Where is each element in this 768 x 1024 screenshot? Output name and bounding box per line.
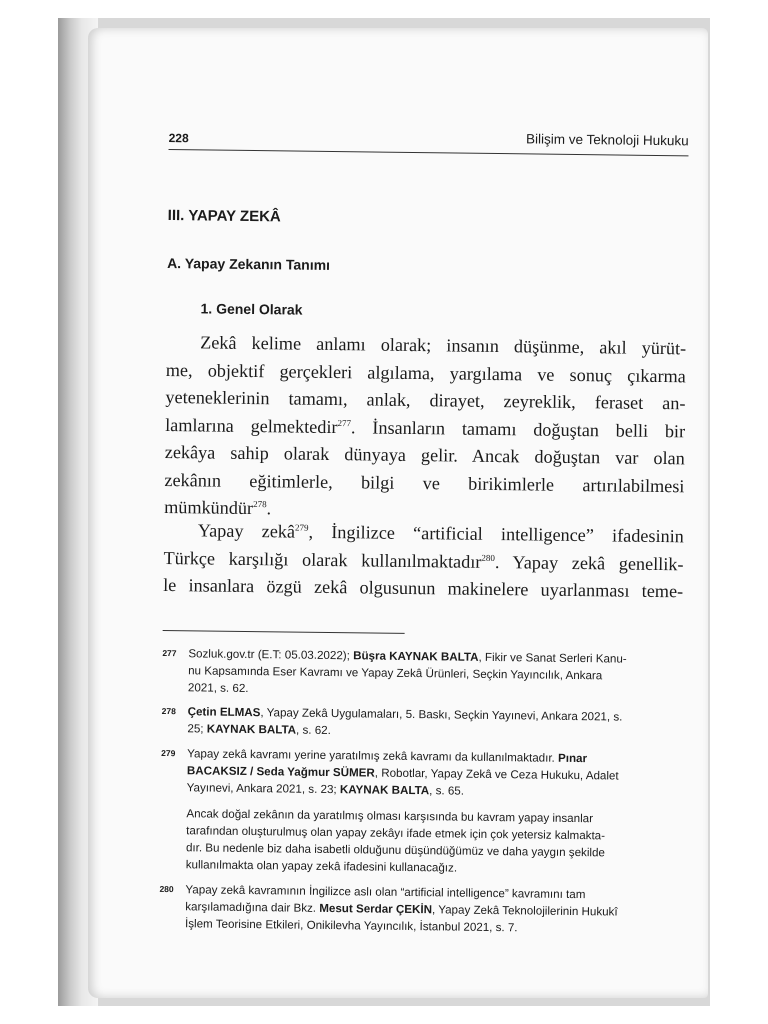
text-fragment: Yapay zekâ kavramının İngilizce aslı olan “artificial intelligence” kavramını tam (185, 883, 586, 902)
text-fragment: , Yapay Zekâ Uygulamaları, 5. Baskı, Seçkin Yayınevi, Ankara 2021, s. (260, 706, 623, 724)
author-name: Pınar (557, 751, 588, 766)
text-line: le insanlara özgü zekâ olgusunun makinelere uyarlanması teme- (163, 574, 684, 602)
footnote-ref: 280 (481, 552, 496, 563)
text-fragment: , s. 62. (296, 723, 331, 738)
author-name: KAYNAK BALTA (339, 783, 430, 798)
text-fragment: lamlarına gelmektedir (165, 414, 338, 437)
page-header (169, 125, 689, 156)
text-fragment: Yapay zekâ kavramı yerine yaratılmış zekâ kavramı da kullanılmaktadır. (187, 747, 559, 765)
footnote-279 (161, 745, 684, 802)
page-content (76, 28, 708, 1006)
footnote-separator (163, 630, 405, 634)
text-fragment: Türkçe karşılığı olarak kullanılmaktadır (163, 547, 482, 572)
footnote-text (185, 881, 682, 938)
text-fragment: , İngilizce “artificial intelligence” ifadesinin (308, 521, 684, 547)
footnote-text (188, 645, 685, 702)
footnote-number: 280 (159, 883, 174, 895)
text-fragment: . Yapay zekâ genellik- (494, 551, 684, 574)
footnote-number: 277 (162, 647, 177, 659)
text-fragment: mümkündür (164, 496, 254, 519)
text-line: Zekâ kelime anlamı olarak; insanın düşünme, akıl yürüt- (200, 332, 687, 359)
footnote-text (187, 745, 684, 802)
section-heading: A. Yapay Zekanın Tanımı (167, 254, 331, 273)
footnote-278 (161, 703, 683, 743)
text-line: zekâya sahip olarak dünyaya gelir. Ancak doğuştan var olan (164, 441, 685, 469)
text-fragment: Sozluk.gov.tr (E.T: 05.03.2022); (188, 647, 354, 663)
text-fragment: . İnsanların tamamı doğuştan belli bir (350, 416, 686, 441)
text-fragment: , s. 65. (429, 784, 465, 798)
footnote-number: 278 (161, 705, 176, 717)
footnote-277 (162, 645, 685, 702)
subsection-heading: 1. Genel Olarak (200, 300, 303, 318)
running-title: Bilişim ve Teknoloji Hukuku (526, 131, 689, 149)
author-name: Çetin ELMAS (187, 705, 261, 720)
text-fragment: kullanılmakta olan yapay zekâ ifadesini kullanacağız. (185, 858, 458, 875)
footnote-ref: 279 (295, 522, 309, 533)
text-fragment: tarafından oluşturulmuş olan yapay zekâyı ifade etmek için çok yetersiz kalmakta- (186, 824, 606, 843)
footnote-number: 279 (161, 747, 176, 759)
chapter-heading: III. YAPAY ZEKÂ (167, 206, 281, 226)
text-line: zekânın eğitimlerle, bilgi ve birikimlerle artırılabilmesi (164, 469, 685, 496)
text-fragment: İşlem Teorisine Etkileri, Onikilevha Yayıncılık, İstanbul 2021, s. 7. (184, 917, 518, 935)
footnote-text (187, 703, 683, 743)
author-name: BACAKSIZ / Seda Yağmur SÜMER (186, 764, 375, 780)
text-fragment: 2021, s. 62. (187, 681, 249, 696)
paragraph-zeka-definition (164, 329, 686, 528)
footnote-text (186, 805, 683, 879)
text-fragment: Yayınevi, Ankara 2021, s. 23; (186, 781, 340, 797)
text-fragment: dır. Bu nedenle biz daha isabetli olduğunu düşündüğümüz ve daha yaygın şekilde (185, 841, 606, 860)
text-line: mümkündür$^{278}$. (164, 496, 272, 519)
text-line: me, objektif gerçekleri algılama, yargılama ve sonuç çıkarma (165, 359, 686, 386)
footnote-ref: 278 (253, 498, 267, 510)
paragraph-yapay-zeka (163, 517, 684, 606)
text-fragment: , Robotlar, Yapay Zekâ ve Ceza Hukuku, Adalet (374, 766, 619, 783)
text-fragment: Yapay zekâ (197, 520, 296, 542)
text-fragment: 25; (187, 722, 207, 736)
footnote-279-continued (160, 805, 683, 879)
text-fragment: karşılamadığına dair Bkz. (185, 900, 320, 915)
footnote-280 (159, 881, 682, 938)
page-number: 228 (168, 130, 189, 146)
text-fragment: , Yapay Zekâ Teknolojilerinin Hukukî (431, 903, 618, 919)
book-page (88, 28, 708, 998)
text-fragment: , Fikir ve Sanat Serleri Kanu- (478, 650, 627, 666)
author-name: KAYNAK BALTA (206, 722, 297, 737)
text-line: yeteneklerinin tamamı, anlak, dirayet, zeyreklik, feraset an- (165, 386, 686, 414)
text-fragment: Ancak doğal zekânın da yaratılmış olması karşısında bu kavram yapay insanlar (186, 807, 594, 826)
author-name: Büşra KAYNAK BALTA (353, 649, 479, 664)
author-name: Mesut Serdar ÇEKİN (319, 901, 433, 917)
text-fragment: nu Kapsamında Eser Kavramı ve Yapay Zekâ Ürünleri, Seçkin Yayıncılık, Ankara (188, 664, 603, 683)
footnote-ref: 277 (337, 417, 352, 428)
